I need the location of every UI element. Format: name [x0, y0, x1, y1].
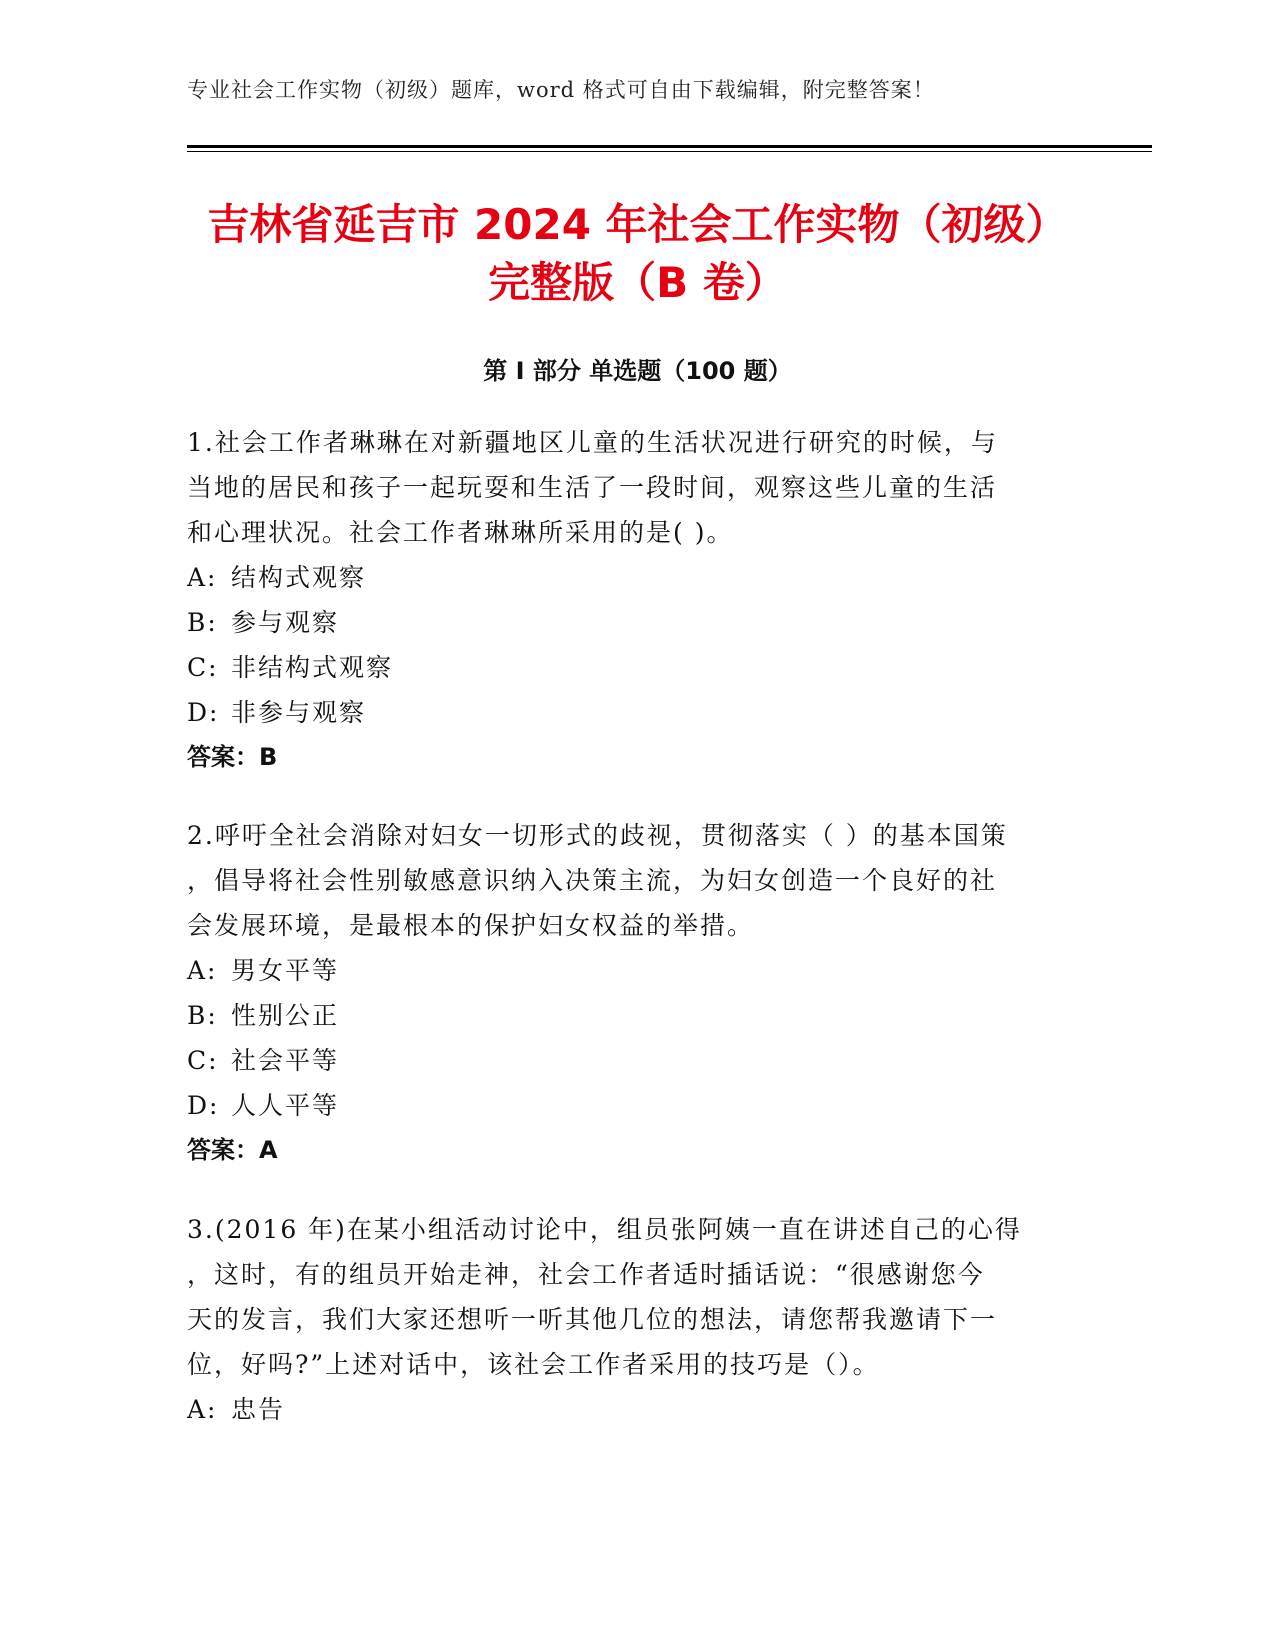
option-letter: C: [187, 1046, 219, 1075]
question-stem-line: ，这时，有的组员开始走神，社会工作者适时插话说：“很感谢您今 [187, 1260, 985, 1289]
option-a [187, 948, 1067, 993]
section-title: 第 I 部分 单选题（100 题） [483, 357, 792, 385]
option-a [187, 555, 1067, 600]
option-text: 性别公正 [231, 1001, 340, 1030]
option-c [187, 1038, 1067, 1083]
question-stem-line: 2.呼吁全社会消除对妇女一切形式的歧视，贯彻落实（ ）的基本国策 [187, 821, 1008, 850]
option-letter: B: [187, 608, 218, 637]
question-stem-line: 位，好吗?”上述对话中，该社会工作者采用的技巧是（）。 [187, 1350, 880, 1379]
option-b [187, 993, 1067, 1038]
option-d [187, 690, 1067, 735]
option-letter: D: [187, 1091, 220, 1120]
option-letter: A: [187, 956, 218, 985]
answer: 答案：A [187, 1136, 278, 1164]
header-rule-thick [187, 145, 1152, 148]
option-text: 忠告 [231, 1395, 286, 1424]
option-letter: A: [187, 1395, 218, 1424]
option-c [187, 645, 1067, 690]
question-stem-line: 当地的居民和孩子一起玩耍和生活了一段时间，观察这些儿童的生活 [187, 473, 998, 502]
option-a [187, 1387, 1067, 1432]
option-b [187, 600, 1067, 645]
option-letter: C: [187, 653, 219, 682]
option-text: 非结构式观察 [231, 653, 394, 682]
question-3 [187, 1207, 1067, 1432]
option-letter: D: [187, 698, 220, 727]
question-stem-line: 和心理状况。社会工作者琳琳所采用的是( )。 [187, 518, 734, 547]
option-d [187, 1083, 1067, 1128]
answer: 答案：B [187, 743, 278, 771]
header-note: 专业社会工作实物（初级）题库，word 格式可自由下载编辑，附完整答案！ [187, 78, 935, 102]
question-stem-line: ，倡导将社会性别敏感意识纳入决策主流，为妇女创造一个良好的社 [187, 866, 998, 895]
question-2 [187, 813, 1067, 1173]
document-title [100, 196, 1175, 312]
question-stem-line: 3.(2016 年)在某小组活动讨论中，组员张阿姨一直在讲述自己的心得 [187, 1215, 1022, 1244]
question-1 [187, 420, 1067, 780]
option-text: 结构式观察 [231, 563, 367, 592]
option-text: 社会平等 [231, 1046, 340, 1075]
option-letter: B: [187, 1001, 218, 1030]
question-stem-line: 天的发言，我们大家还想听一听其他几位的想法，请您帮我邀请下一 [187, 1305, 998, 1334]
question-stem-line: 会发展环境，是最根本的保护妇女权益的举措。 [187, 911, 755, 940]
title-line-2: 完整版（B 卷） [488, 258, 787, 307]
option-text: 人人平等 [231, 1091, 340, 1120]
header-rule-thin [187, 151, 1152, 152]
option-text: 非参与观察 [231, 698, 367, 727]
option-text: 男女平等 [231, 956, 340, 985]
title-line-1: 吉林省延吉市 2024 年社会工作实物（初级） [207, 200, 1068, 249]
option-letter: A: [187, 563, 218, 592]
question-stem-line: 1.社会工作者琳琳在对新疆地区儿童的生活状况进行研究的时候，与 [187, 428, 998, 457]
option-text: 参与观察 [231, 608, 340, 637]
